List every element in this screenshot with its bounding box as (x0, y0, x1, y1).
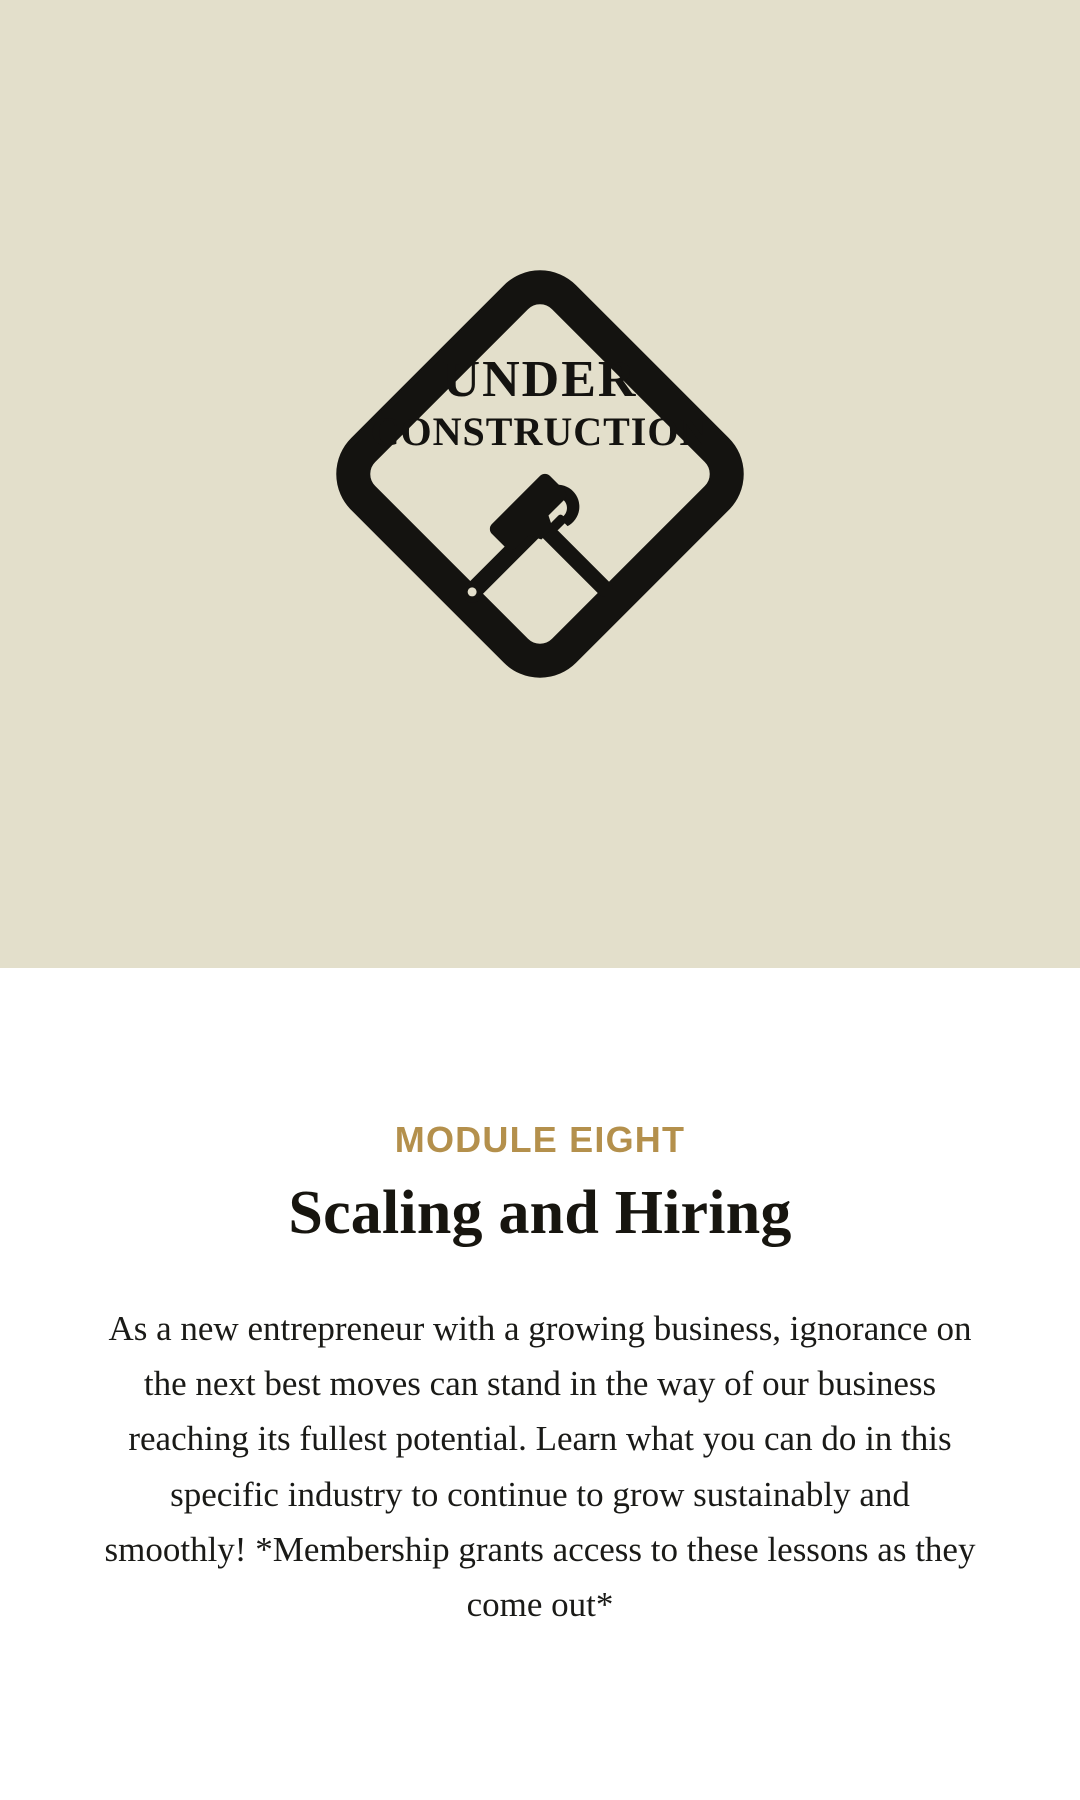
svg-text:CONSTRUCTION: CONSTRUCTION (370, 409, 710, 454)
module-description: As a new entrepreneur with a growing business, ignorance on the next best moves can stand in the way of our business reaching its fullest potential. Learn what you can do in this specific industry to continue to grow sustainably and smoothly! *Membership grants access to these lessons as they come out* (104, 1308, 976, 1625)
page-title: Scaling and Hiring (288, 1178, 792, 1247)
under-construction-sign-icon (310, 244, 770, 704)
module-text-block (0, 968, 1080, 1800)
svg-text:UNDER: UNDER (442, 351, 638, 408)
module-eyebrow: MODULE EIGHT (394, 1119, 686, 1160)
